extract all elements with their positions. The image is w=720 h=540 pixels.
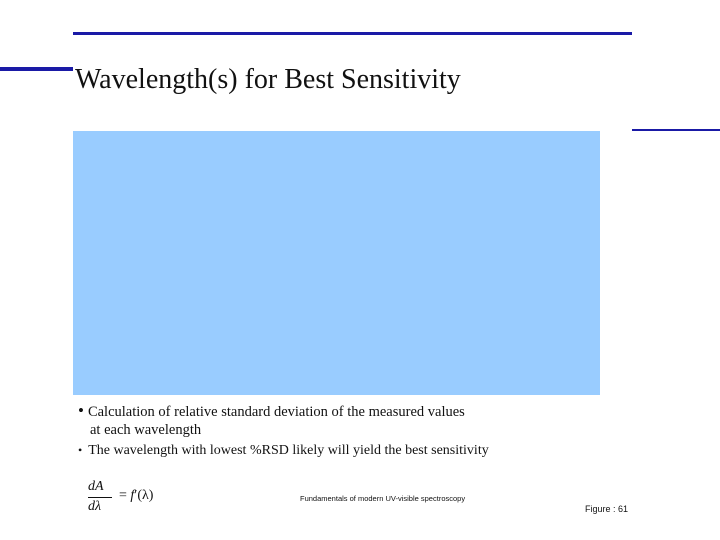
formula-equals: =: [119, 488, 127, 503]
slide-title: Wavelength(s) for Best Sensitivity: [75, 64, 461, 95]
derivative-formula: [86, 478, 186, 518]
figure-placeholder: [73, 131, 600, 395]
top-rule: [73, 32, 632, 35]
bullet-marker: •: [78, 443, 83, 457]
fraction-bar: [88, 497, 112, 498]
bullet-text: The wavelength with lowest %RSD likely will yield the best sensitivity: [88, 443, 489, 458]
bullet-marker: •: [78, 401, 84, 420]
footer-source: Fundamentals of modern UV-visible spectroscopy: [300, 494, 466, 503]
formula-denominator: dλ: [88, 499, 102, 514]
formula-prime: ′: [134, 488, 138, 503]
formula-rhs: [119, 488, 153, 504]
bullet-item-lowest-rsd: [78, 441, 638, 460]
formula-function: f: [130, 488, 135, 503]
bullet-text-line1: Calculation of relative standard deviation of the measured values: [87, 404, 465, 420]
bullet-item-rsd: [78, 402, 638, 439]
formula-numerator: dA: [88, 479, 104, 494]
bullet-list: [78, 402, 638, 460]
right-accent-rule: [632, 129, 720, 131]
formula-argument: (λ): [137, 488, 154, 503]
left-accent-rule: [0, 67, 73, 71]
bullet-text-line2: at each wavelength: [90, 422, 202, 438]
figure-number: Figure : 61: [585, 504, 629, 514]
